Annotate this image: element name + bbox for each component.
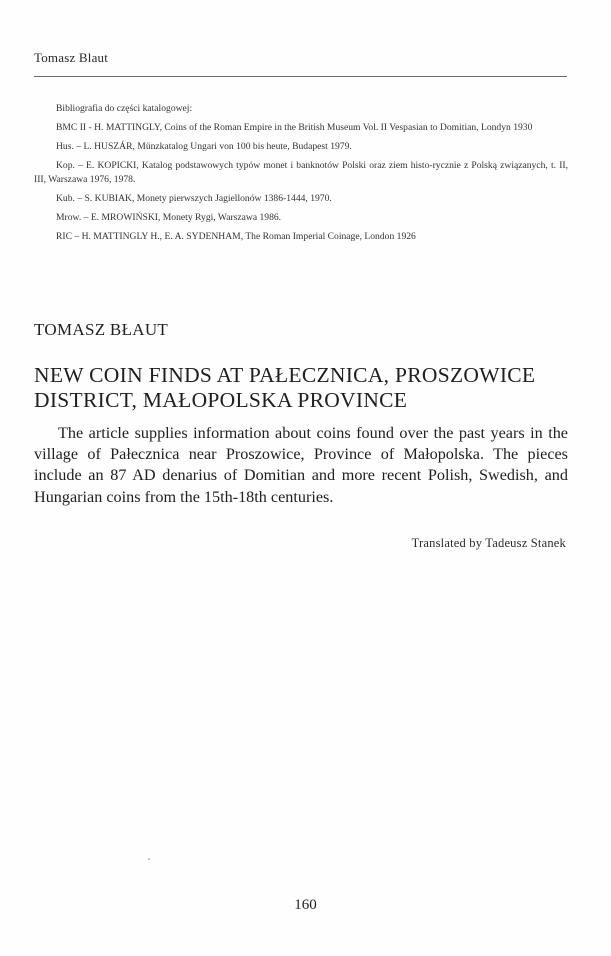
article-abstract: The article supplies information about coins found over the past years in the village of Pałecznica near Proszowice, Province of Małopolska. The pieces include an 87 AD denarius of Domitian and more recent Polish, Swedish, and Hungarian coins from the 15th-18th centuries.: [34, 424, 568, 506]
article-author: TOMASZ BŁAUT: [34, 320, 169, 339]
bibliography-entry: Kub. – S. KUBIAK, Monety pierwszych Jagiellonów 1386-1444, 1970.: [56, 193, 332, 205]
header-divider: [34, 76, 567, 77]
bibliography-entry: Kop. – E. KOPICKI, Katalog podstawowych typów monet i banknotów Polski oraz ziem histo-rycznie z Polską związanych, t. II, III, Warszawa 1976, 1978.: [34, 160, 568, 186]
bibliography-entry: BMC II - H. MATTINGLY, Coins of the Roman Empire in the British Museum Vol. II Vespasian to Domitian, Londyn 1930: [56, 122, 533, 134]
bibliography-entry: Mrow. – E. MROWIŃSKI, Monety Rygi, Warszawa 1986.: [56, 212, 282, 224]
article-title: NEW COIN FINDS AT PAŁECZNICA, PROSZOWICE DISTRICT, MAŁOPOLSKA PROVINCE: [34, 363, 536, 412]
bibliography-section: [34, 102, 568, 249]
running-head: Tomasz Blaut: [34, 50, 109, 65]
scan-speck: [148, 858, 150, 860]
bibliography-heading: Bibliografia do części katalogowej:: [56, 103, 193, 114]
bibliography-entry: RIC – H. MATTINGLY H., E. A. SYDENHAM, The Roman Imperial Coinage, London 1926: [56, 231, 416, 243]
bibliography-entry: Hus. – L. HUSZÁR, Münzkatalog Ungari von 100 bis heute, Budapest 1979.: [56, 141, 352, 153]
translator-credit: Translated by Tadeusz Stanek: [411, 536, 566, 550]
page-number: 160: [294, 897, 317, 913]
